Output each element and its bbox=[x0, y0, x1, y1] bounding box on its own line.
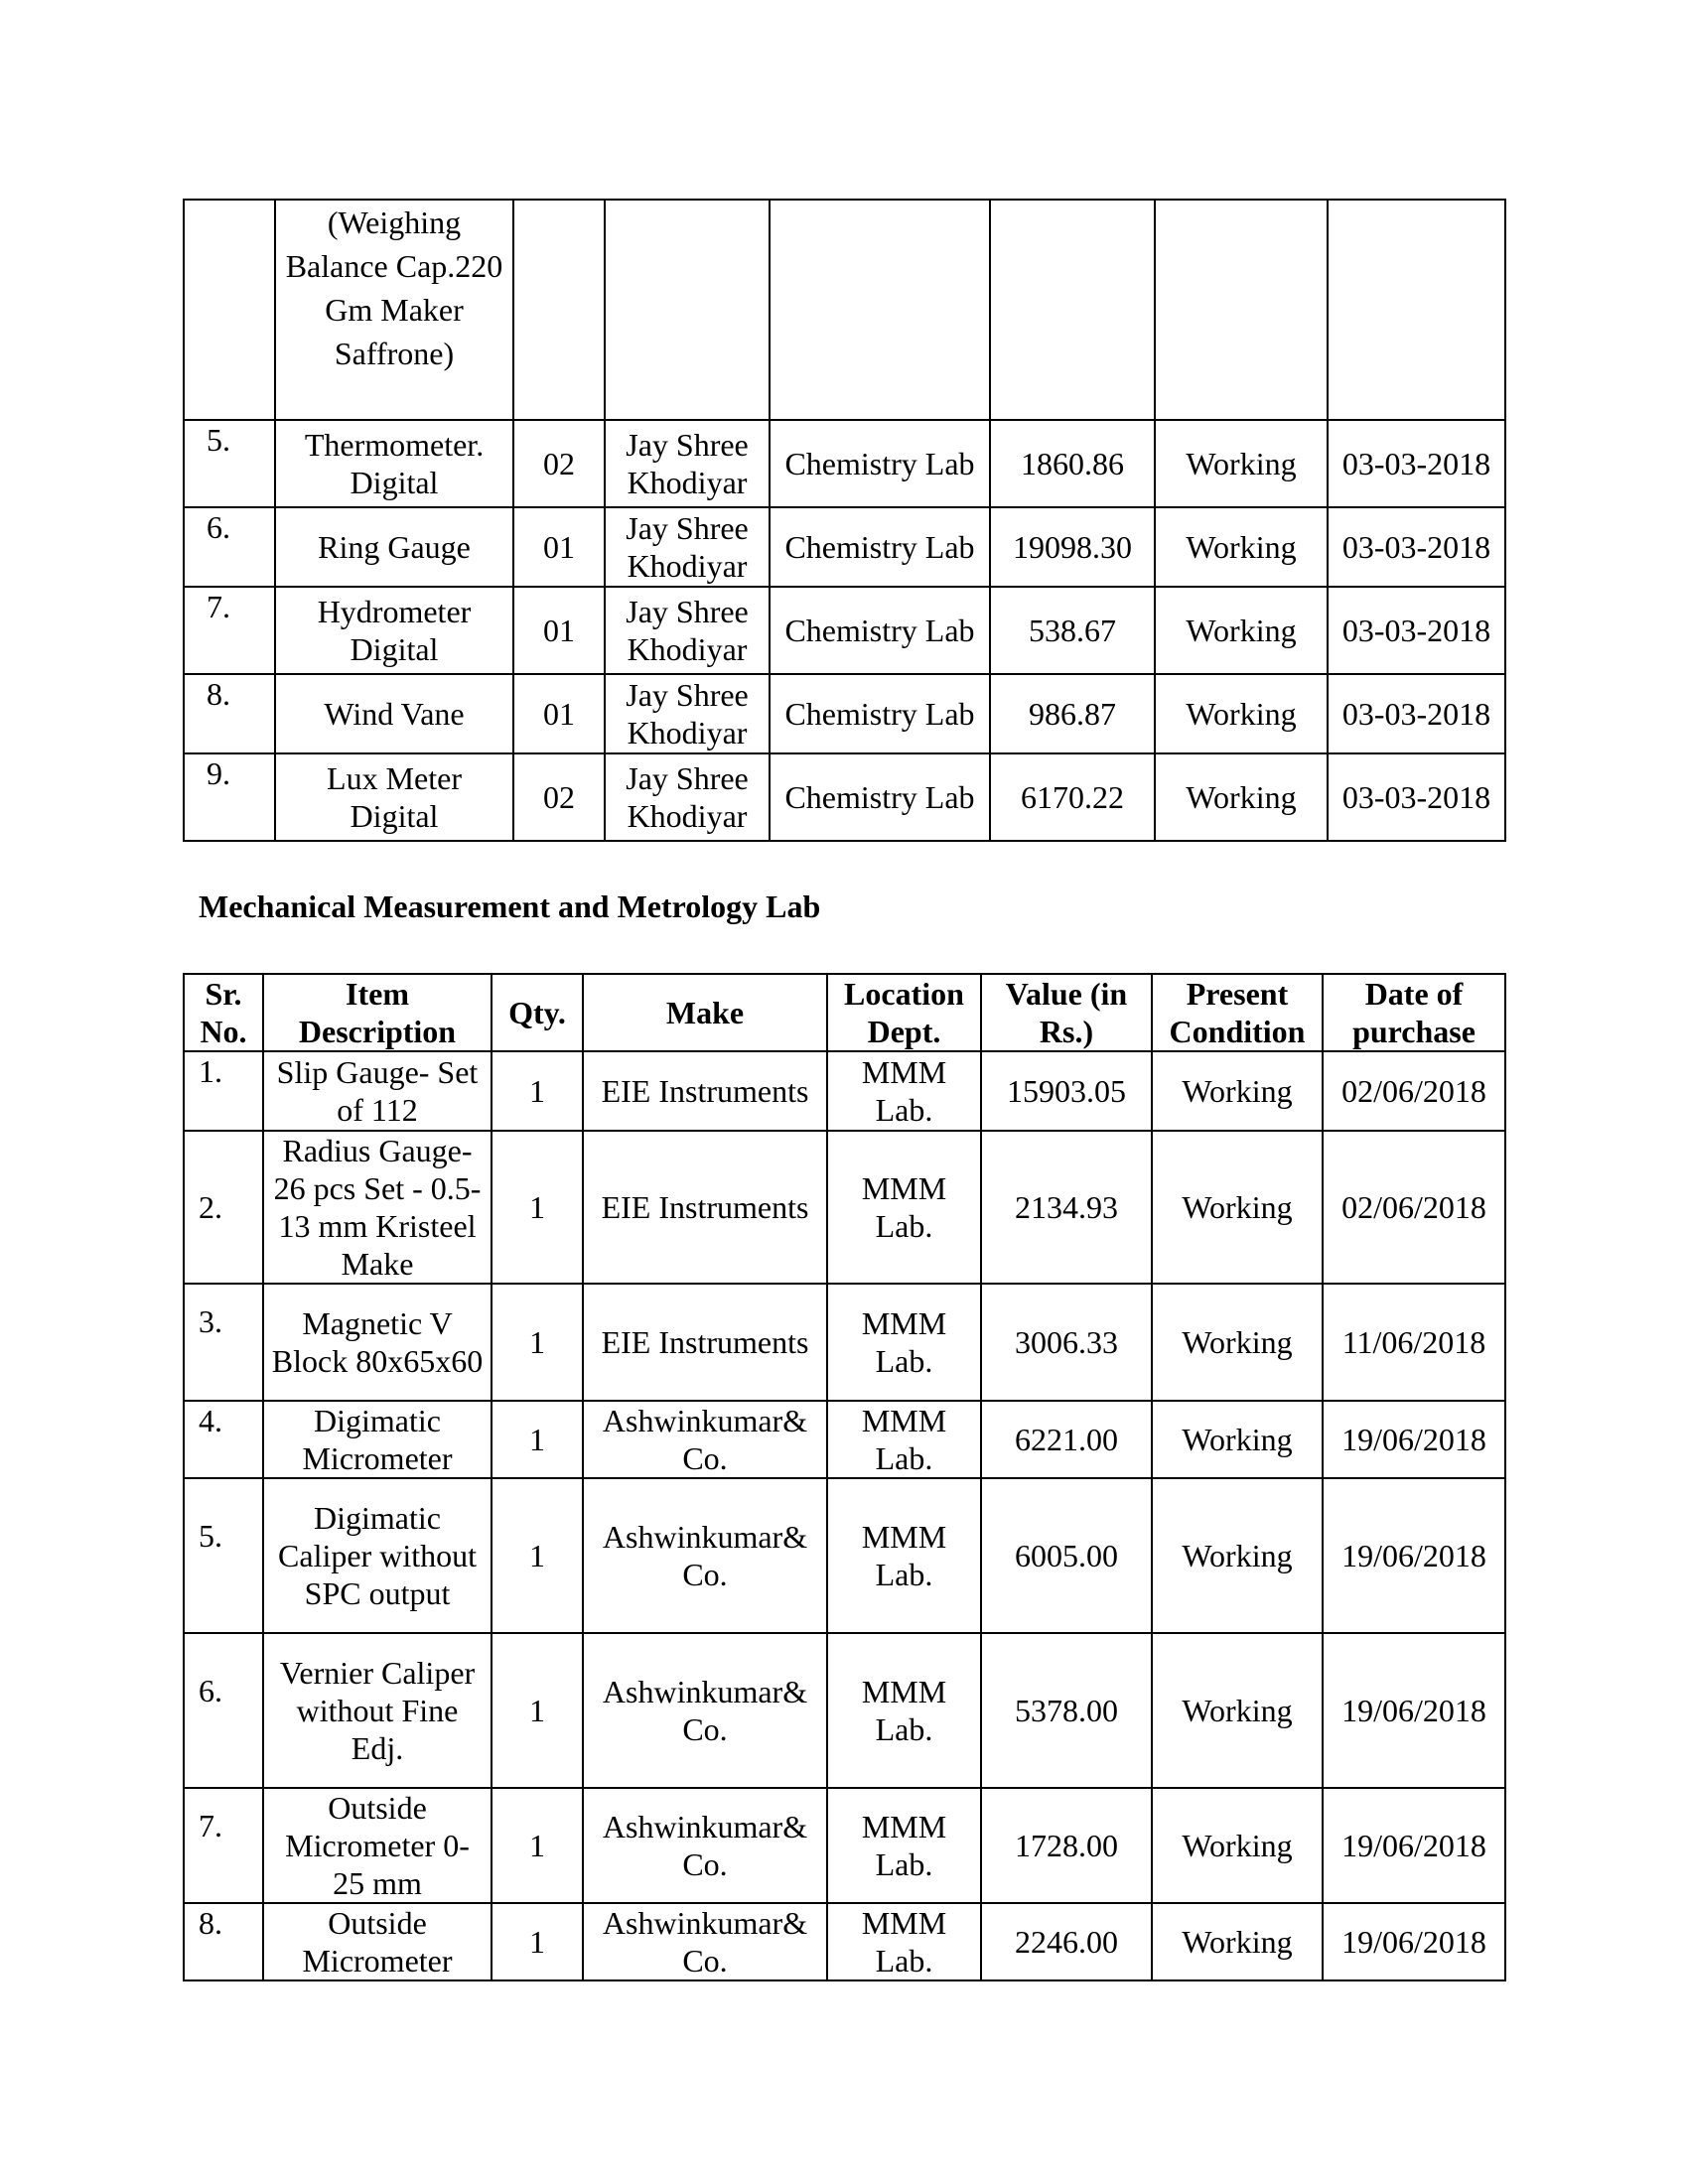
sr-cell: 2. bbox=[184, 1131, 263, 1284]
item-description-cell: Radius Gauge- 26 pcs Set - 0.5-13 mm Kristeel Make bbox=[263, 1131, 492, 1284]
item-description-cell: Slip Gauge- Set of 112 bbox=[263, 1051, 492, 1131]
sr-cell: 1. bbox=[184, 1051, 263, 1131]
location-cell: MMM Lab. bbox=[827, 1903, 981, 1980]
table-row bbox=[184, 674, 1505, 753]
item-description-cell: Thermometer. Digital bbox=[275, 420, 513, 507]
table-row bbox=[184, 1131, 1505, 1284]
item-description-cell: (Weighing Balance Cap.220 Gm Maker Saffrone) bbox=[275, 200, 513, 420]
make-cell: Ashwinkumar& Co. bbox=[583, 1903, 827, 1980]
condition-cell: Working bbox=[1152, 1903, 1323, 1980]
section-title: Mechanical Measurement and Metrology Lab bbox=[199, 888, 821, 924]
condition-cell: Working bbox=[1155, 753, 1328, 841]
sr-cell: 3. bbox=[184, 1284, 263, 1401]
sr-cell: 8. bbox=[184, 1903, 263, 1980]
qty-cell: 1 bbox=[492, 1284, 583, 1401]
date-cell: 19/06/2018 bbox=[1323, 1401, 1505, 1478]
chemistry-lab-table bbox=[183, 199, 1506, 842]
location-cell: Chemistry Lab bbox=[770, 674, 990, 753]
qty-cell: 1 bbox=[492, 1131, 583, 1284]
value-cell: 3006.33 bbox=[981, 1284, 1152, 1401]
condition-cell: Working bbox=[1152, 1401, 1323, 1478]
item-description-cell: Outside Micrometer 0-25 mm bbox=[263, 1788, 492, 1903]
sr-cell: 5. bbox=[184, 420, 275, 507]
location-cell: MMM Lab. bbox=[827, 1788, 981, 1903]
value-cell: 15903.05 bbox=[981, 1051, 1152, 1131]
header-location: Location Dept. bbox=[827, 974, 981, 1051]
table-row bbox=[184, 1284, 1505, 1401]
table-row bbox=[184, 200, 1505, 420]
item-description-cell: Digimatic Caliper without SPC output bbox=[263, 1478, 492, 1633]
sr-cell: 8. bbox=[184, 674, 275, 753]
date-cell: 19/06/2018 bbox=[1323, 1903, 1505, 1980]
value-cell bbox=[990, 200, 1155, 420]
table-row bbox=[184, 1903, 1505, 1980]
make-cell: EIE Instruments bbox=[583, 1051, 827, 1131]
item-description-cell: Outside Micrometer bbox=[263, 1903, 492, 1980]
item-description-cell: Ring Gauge bbox=[275, 507, 513, 587]
location-cell: MMM Lab. bbox=[827, 1131, 981, 1284]
qty-cell bbox=[513, 200, 605, 420]
header-sr: Sr. No. bbox=[184, 974, 263, 1051]
value-cell: 2134.93 bbox=[981, 1131, 1152, 1284]
item-description-cell: Lux Meter Digital bbox=[275, 753, 513, 841]
table-row bbox=[184, 1051, 1505, 1131]
value-cell: 6005.00 bbox=[981, 1478, 1152, 1633]
table-row bbox=[184, 1788, 1505, 1903]
value-cell: 1860.86 bbox=[990, 420, 1155, 507]
qty-cell: 01 bbox=[513, 674, 605, 753]
condition-cell: Working bbox=[1152, 1633, 1323, 1788]
location-cell: Chemistry Lab bbox=[770, 507, 990, 587]
location-cell: MMM Lab. bbox=[827, 1633, 981, 1788]
table-row bbox=[184, 1633, 1505, 1788]
sr-cell: 9. bbox=[184, 753, 275, 841]
date-cell bbox=[1328, 200, 1505, 420]
location-cell: MMM Lab. bbox=[827, 1401, 981, 1478]
metrology-lab-table bbox=[183, 973, 1506, 1981]
condition-cell: Working bbox=[1152, 1051, 1323, 1131]
header-value: Value (in Rs.) bbox=[981, 974, 1152, 1051]
make-cell: Ashwinkumar& Co. bbox=[583, 1788, 827, 1903]
item-description-cell: Magnetic V Block 80x65x60 bbox=[263, 1284, 492, 1401]
table-row bbox=[184, 753, 1505, 841]
sr-cell: 6. bbox=[184, 1633, 263, 1788]
date-cell: 02/06/2018 bbox=[1323, 1051, 1505, 1131]
make-cell: Ashwinkumar& Co. bbox=[583, 1401, 827, 1478]
date-cell: 19/06/2018 bbox=[1323, 1788, 1505, 1903]
sr-cell: 7. bbox=[184, 587, 275, 674]
qty-cell: 1 bbox=[492, 1478, 583, 1633]
value-cell: 2246.00 bbox=[981, 1903, 1152, 1980]
item-description-cell: Hydrometer Digital bbox=[275, 587, 513, 674]
location-cell: MMM Lab. bbox=[827, 1478, 981, 1633]
header-row bbox=[184, 974, 1505, 1051]
sr-cell: 7. bbox=[184, 1788, 263, 1903]
sr-cell: 6. bbox=[184, 507, 275, 587]
qty-cell: 1 bbox=[492, 1401, 583, 1478]
value-cell: 6170.22 bbox=[990, 753, 1155, 841]
location-cell bbox=[770, 200, 990, 420]
header-date: Date of purchase bbox=[1323, 974, 1505, 1051]
date-cell: 11/06/2018 bbox=[1323, 1284, 1505, 1401]
make-cell: Jay Shree Khodiyar bbox=[605, 420, 770, 507]
date-cell: 03-03-2018 bbox=[1328, 587, 1505, 674]
date-cell: 03-03-2018 bbox=[1328, 420, 1505, 507]
date-cell: 19/06/2018 bbox=[1323, 1478, 1505, 1633]
make-cell: Ashwinkumar& Co. bbox=[583, 1633, 827, 1788]
location-cell: MMM Lab. bbox=[827, 1284, 981, 1401]
date-cell: 03-03-2018 bbox=[1328, 507, 1505, 587]
value-cell: 5378.00 bbox=[981, 1633, 1152, 1788]
condition-cell: Working bbox=[1152, 1478, 1323, 1633]
item-description-cell: Digimatic Micrometer bbox=[263, 1401, 492, 1478]
condition-cell: Working bbox=[1155, 674, 1328, 753]
qty-cell: 1 bbox=[492, 1051, 583, 1131]
qty-cell: 01 bbox=[513, 587, 605, 674]
header-item-description: Item Description bbox=[263, 974, 492, 1051]
value-cell: 538.67 bbox=[990, 587, 1155, 674]
qty-cell: 01 bbox=[513, 507, 605, 587]
header-qty: Qty. bbox=[492, 974, 583, 1051]
make-cell: Jay Shree Khodiyar bbox=[605, 507, 770, 587]
date-cell: 19/06/2018 bbox=[1323, 1633, 1505, 1788]
location-cell: MMM Lab. bbox=[827, 1051, 981, 1131]
make-cell: Jay Shree Khodiyar bbox=[605, 753, 770, 841]
location-cell: Chemistry Lab bbox=[770, 587, 990, 674]
date-cell: 03-03-2018 bbox=[1328, 753, 1505, 841]
make-cell: EIE Instruments bbox=[583, 1131, 827, 1284]
sr-cell bbox=[184, 200, 275, 420]
item-description-cell: Vernier Caliper without Fine Edj. bbox=[263, 1633, 492, 1788]
location-cell: Chemistry Lab bbox=[770, 420, 990, 507]
value-cell: 1728.00 bbox=[981, 1788, 1152, 1903]
qty-cell: 1 bbox=[492, 1903, 583, 1980]
qty-cell: 02 bbox=[513, 753, 605, 841]
condition-cell: Working bbox=[1152, 1788, 1323, 1903]
table-row bbox=[184, 420, 1505, 507]
date-cell: 02/06/2018 bbox=[1323, 1131, 1505, 1284]
condition-cell: Working bbox=[1155, 420, 1328, 507]
header-condition: Present Condition bbox=[1152, 974, 1323, 1051]
sr-cell: 4. bbox=[184, 1401, 263, 1478]
condition-cell: Working bbox=[1155, 587, 1328, 674]
header-make: Make bbox=[583, 974, 827, 1051]
sr-cell: 5. bbox=[184, 1478, 263, 1633]
qty-cell: 02 bbox=[513, 420, 605, 507]
make-cell: Jay Shree Khodiyar bbox=[605, 674, 770, 753]
location-cell: Chemistry Lab bbox=[770, 753, 990, 841]
condition-cell: Working bbox=[1152, 1131, 1323, 1284]
make-cell: Ashwinkumar& Co. bbox=[583, 1478, 827, 1633]
qty-cell: 1 bbox=[492, 1633, 583, 1788]
table-row bbox=[184, 1478, 1505, 1633]
make-cell: EIE Instruments bbox=[583, 1284, 827, 1401]
condition-cell bbox=[1155, 200, 1328, 420]
date-cell: 03-03-2018 bbox=[1328, 674, 1505, 753]
condition-cell: Working bbox=[1152, 1284, 1323, 1401]
qty-cell: 1 bbox=[492, 1788, 583, 1903]
value-cell: 986.87 bbox=[990, 674, 1155, 753]
table-row bbox=[184, 507, 1505, 587]
condition-cell: Working bbox=[1155, 507, 1328, 587]
item-description-cell: Wind Vane bbox=[275, 674, 513, 753]
make-cell: Jay Shree Khodiyar bbox=[605, 587, 770, 674]
value-cell: 19098.30 bbox=[990, 507, 1155, 587]
table-row bbox=[184, 587, 1505, 674]
value-cell: 6221.00 bbox=[981, 1401, 1152, 1478]
make-cell bbox=[605, 200, 770, 420]
table-row bbox=[184, 1401, 1505, 1478]
